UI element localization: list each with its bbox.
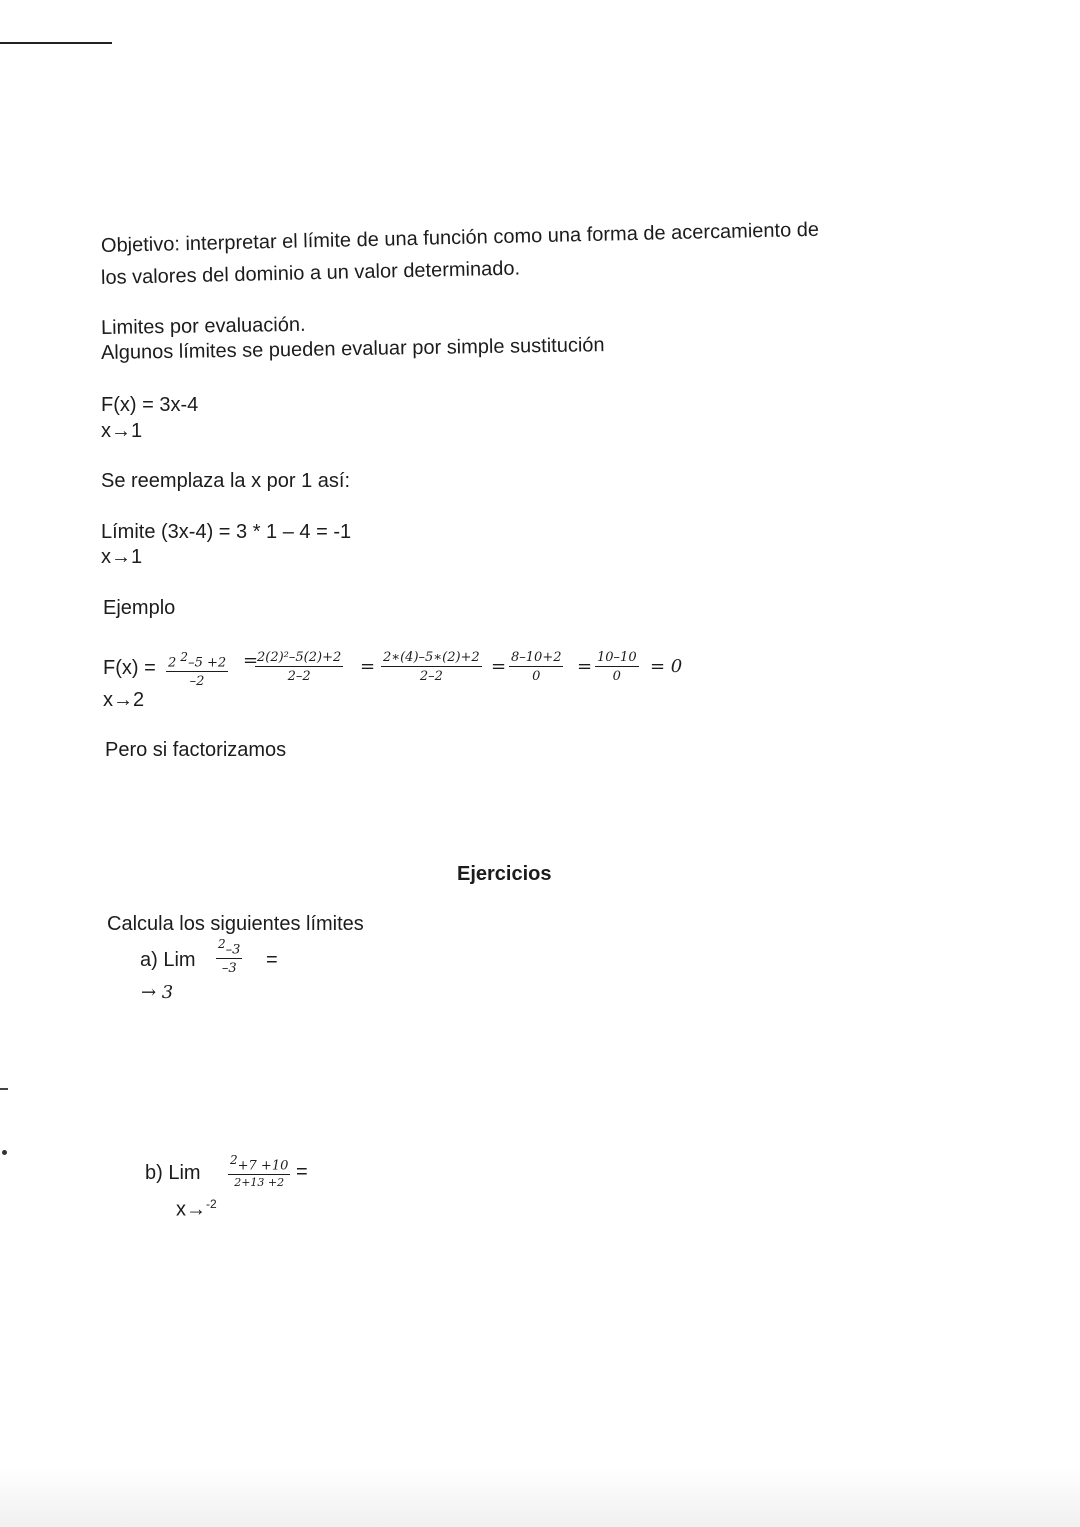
frac1-num-c: –5 +2 <box>188 655 227 671</box>
function-approach: x→1 <box>101 420 143 442</box>
frac1-den: –2 <box>189 674 205 690</box>
frac2-num: 2(2)²–5(2)+2 <box>257 650 342 665</box>
frac2-den: 2–2 <box>287 669 311 684</box>
example-equals-4: = <box>577 656 593 677</box>
example-lhs: F(x) = <box>103 657 156 679</box>
exercise-a-equals: = <box>266 949 278 971</box>
limit-evaluation-approach: x→1 <box>101 546 143 568</box>
frac1-num-a: 2 <box>168 655 177 671</box>
exercise-a-num-b: –3 <box>225 942 241 958</box>
page-bottom-shade <box>0 1467 1080 1527</box>
example-equals-3: = <box>491 656 507 677</box>
exercise-a-den: –3 <box>221 961 237 977</box>
objective-line-1: Objetivo: interpretar el límite de una función como una forma de acercamiento de <box>100 218 820 257</box>
section-subtitle: Algunos límites se pueden evaluar por simple sustitución <box>100 334 605 364</box>
example-equals-2: = <box>360 656 376 677</box>
exercise-b-num-a: 2 <box>230 1153 238 1167</box>
example-fraction-4 <box>509 650 563 684</box>
example-equals-1: = <box>243 650 259 671</box>
factorize-text: Pero si factorizamos <box>105 739 287 761</box>
exercises-title: Ejercicios <box>457 863 552 885</box>
example-fraction-5 <box>595 650 639 684</box>
example-fraction-3 <box>381 650 482 684</box>
section-title: Limites por evaluación. <box>100 313 306 339</box>
exercise-b-approach <box>176 1192 217 1222</box>
frac5-den: 0 <box>612 669 621 684</box>
frac4-den: 0 <box>532 669 541 684</box>
frac4-num: 8–10+2 <box>511 650 562 665</box>
exercise-a-approach: → 3 <box>141 982 174 1003</box>
exercise-a-num-a: 2 <box>218 937 226 951</box>
edge-mark <box>0 1088 8 1090</box>
exercise-b-approach-text: x→ <box>176 1198 206 1221</box>
limit-evaluation: Límite (3x-4) = 3 * 1 – 4 = -1 <box>101 521 352 543</box>
exercise-a-fraction <box>216 937 242 976</box>
replace-instruction: Se reemplaza la x por 1 así: <box>101 470 351 492</box>
example-approach: x→2 <box>103 689 145 711</box>
frac5-num: 10–10 <box>597 650 637 665</box>
exercise-b-label: b) Lim <box>145 1162 201 1184</box>
example-fraction-2 <box>255 650 343 684</box>
exercise-a-label: a) Lim <box>140 949 196 971</box>
example-fraction-1 <box>166 650 228 689</box>
function-definition: F(x) = 3x-4 <box>101 394 199 416</box>
example-result: = 0 <box>650 656 683 677</box>
frac1-num-b: 2 <box>180 650 189 664</box>
exercise-b-den: 2+13 +2 <box>234 1176 285 1190</box>
exercises-instruction: Calcula los siguientes límites <box>107 913 364 935</box>
edge-dot <box>2 1150 7 1155</box>
exercise-b-fraction <box>228 1153 290 1188</box>
top-rule <box>0 42 112 44</box>
example-label: Ejemplo <box>103 597 176 619</box>
exercise-b-num-b: +7 +10 <box>237 1158 289 1174</box>
objective-line-2: los valores del dominio a un valor determinado. <box>100 257 521 289</box>
exercise-b-approach-sup: -2 <box>206 1197 217 1211</box>
frac3-den: 2–2 <box>419 669 443 684</box>
frac3-num: 2∗(4)–5∗(2)+2 <box>383 650 480 665</box>
exercise-b-equals: = <box>296 1161 308 1183</box>
